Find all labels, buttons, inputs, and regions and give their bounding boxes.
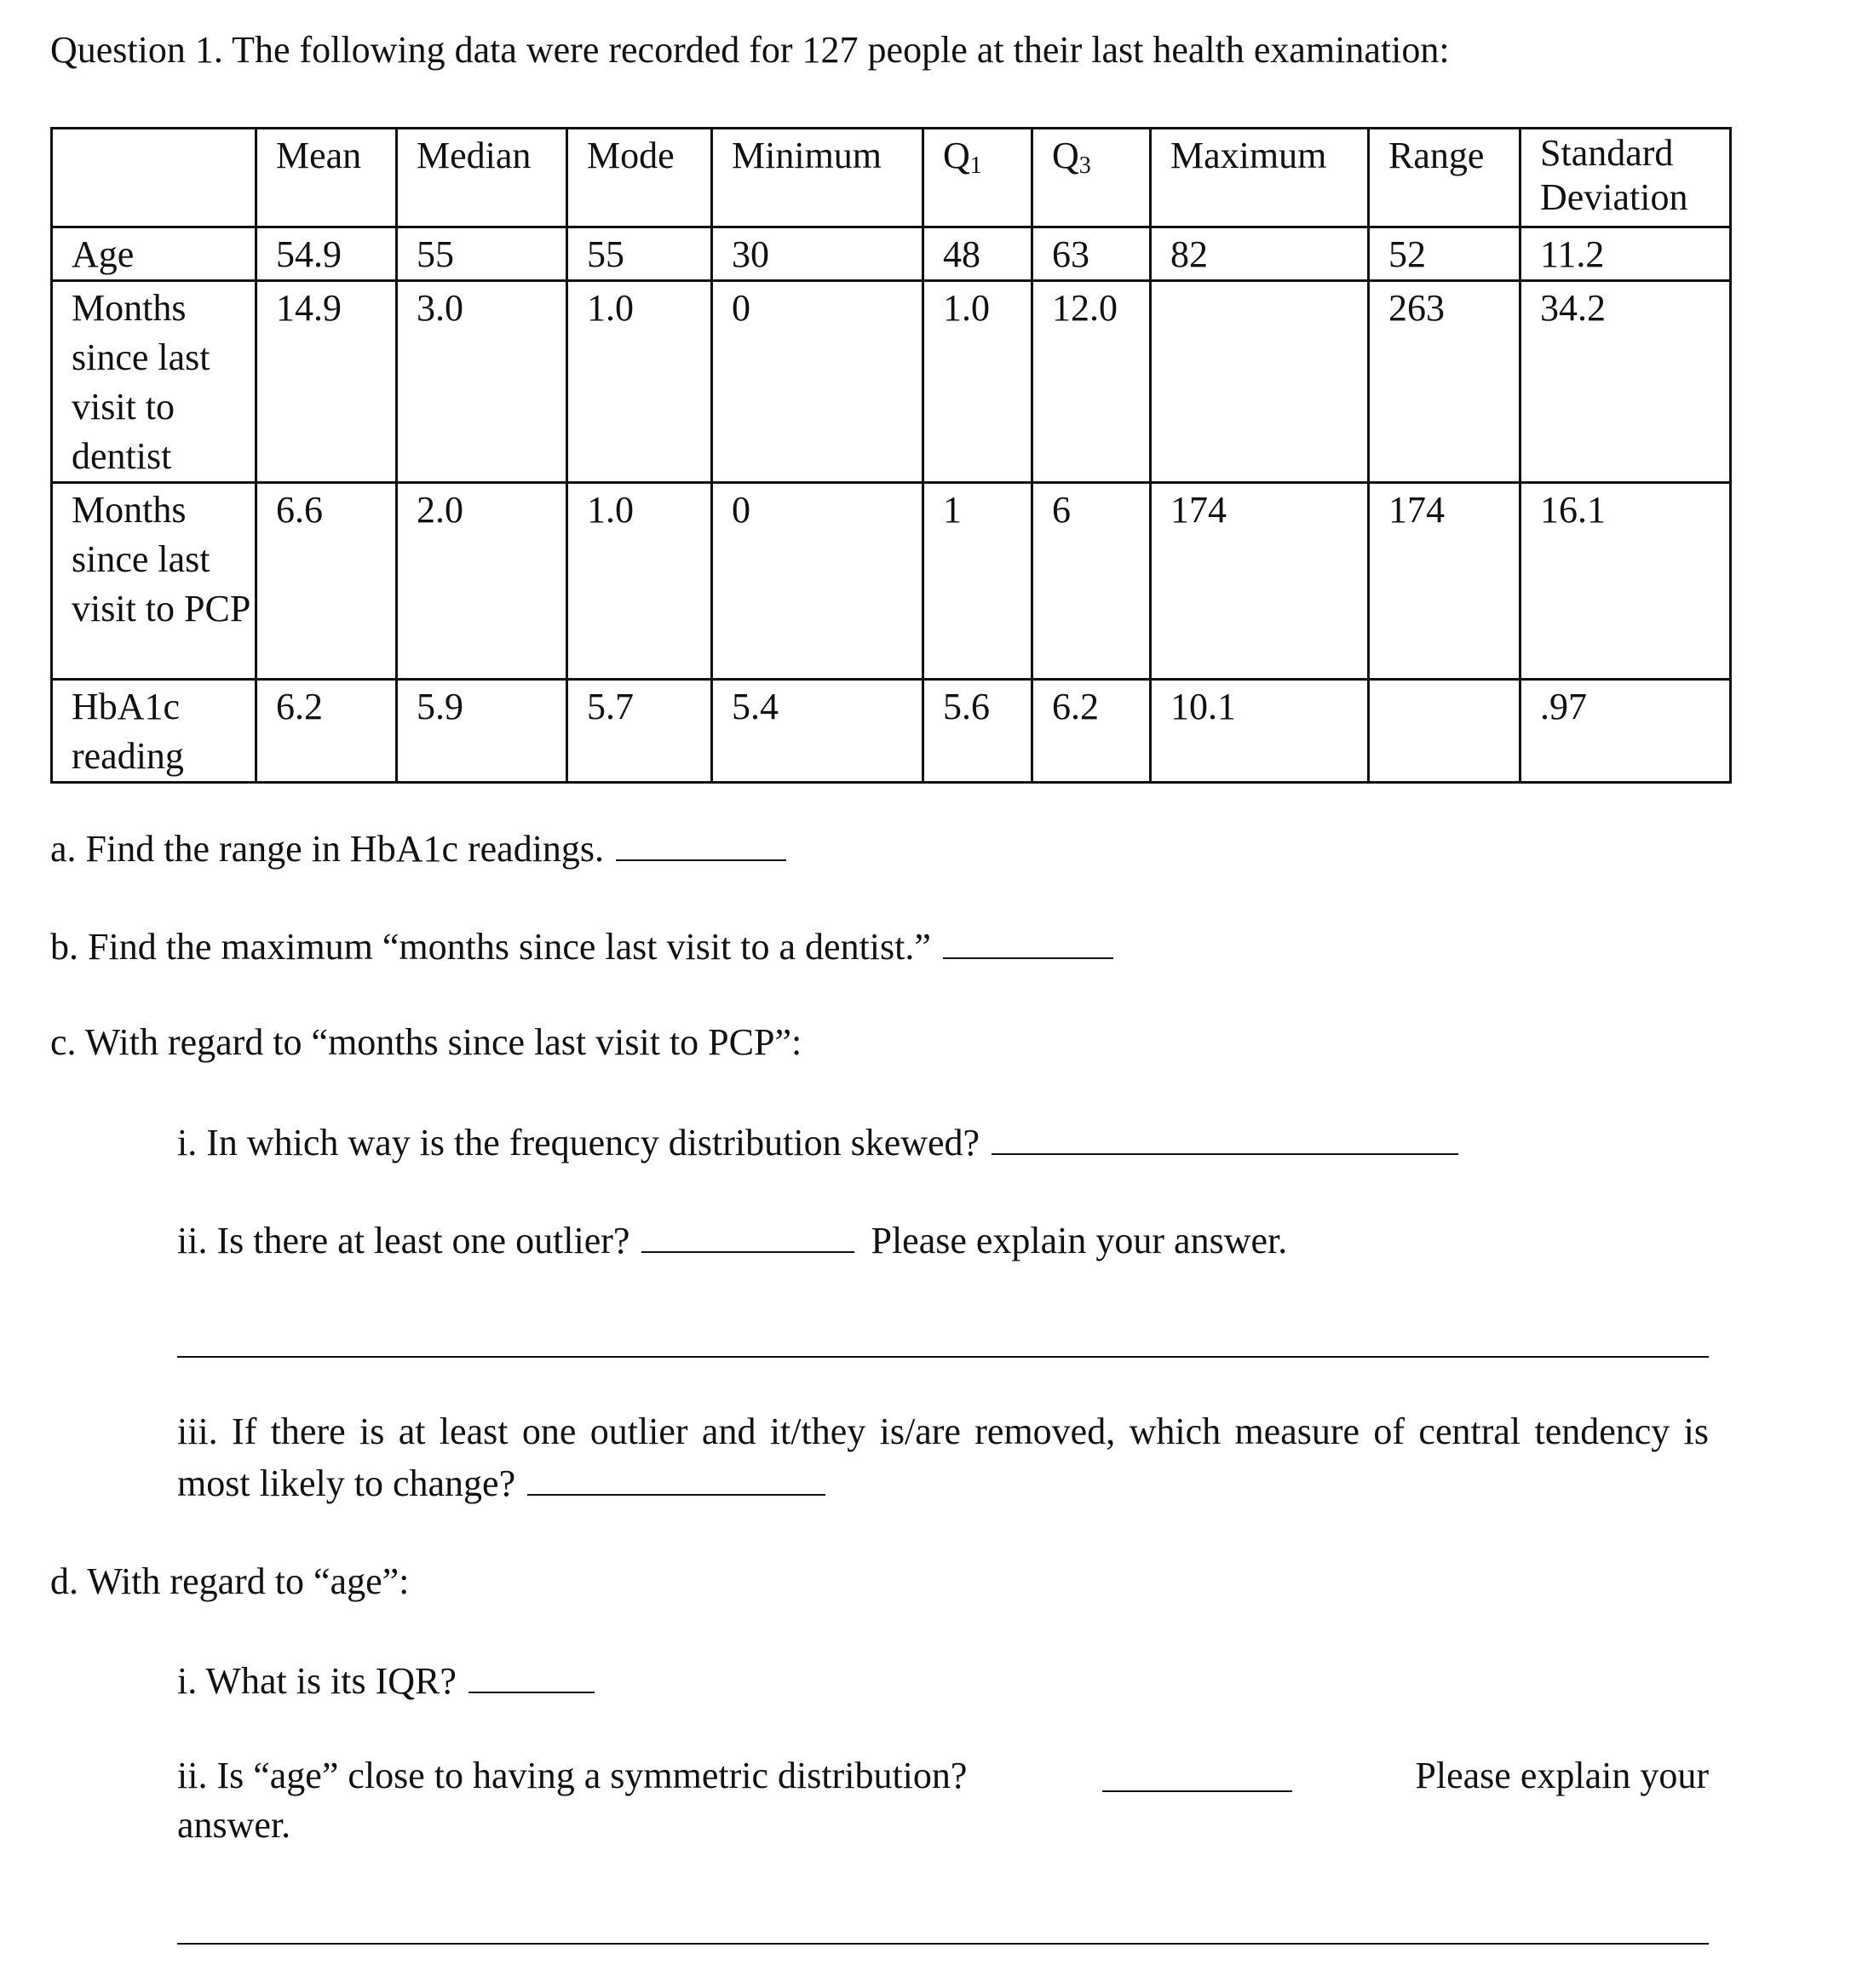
table-row bbox=[52, 483, 1731, 680]
table-cell: 1.0 bbox=[567, 483, 712, 680]
answer-a-blank[interactable] bbox=[616, 822, 786, 861]
table-cell: 2.0 bbox=[397, 483, 567, 680]
table-cell: 0 bbox=[712, 483, 923, 680]
statistics-table bbox=[50, 127, 1732, 784]
table-cell: 3.0 bbox=[397, 281, 567, 483]
question-c-i-text: i. In which way is the frequency distribution skewed? bbox=[177, 1122, 980, 1163]
answer-c-iii-blank[interactable] bbox=[527, 1457, 825, 1496]
header-cell: Mode bbox=[567, 129, 712, 227]
table-cell: 6.2 bbox=[1032, 680, 1151, 783]
question-c-i bbox=[177, 1116, 1458, 1168]
table-cell bbox=[1151, 281, 1369, 483]
table-cell: 16.1 bbox=[1520, 483, 1731, 680]
header-cell: $Q_3$ bbox=[1032, 129, 1151, 227]
row-label: Months since last visit to dentist bbox=[52, 281, 256, 483]
row-label: Months since last visit to PCP bbox=[52, 483, 256, 680]
question-d-ii-continuation: answer. bbox=[177, 1804, 291, 1846]
table-row bbox=[52, 680, 1731, 783]
table-cell: 5.4 bbox=[712, 680, 923, 783]
answer-d-i-blank[interactable] bbox=[468, 1654, 595, 1693]
answer-b-blank[interactable] bbox=[943, 920, 1113, 959]
header-cell: Median bbox=[397, 129, 567, 227]
row-label: HbA1c reading bbox=[52, 680, 256, 783]
table-cell: 1 bbox=[923, 483, 1032, 680]
table-cell: 263 bbox=[1369, 281, 1520, 483]
header-cell: $Q_1$ bbox=[923, 129, 1032, 227]
answer-c-i-blank[interactable] bbox=[992, 1116, 1458, 1155]
table-cell: 174 bbox=[1151, 483, 1369, 680]
table-cell: 5.7 bbox=[567, 680, 712, 783]
question-b bbox=[50, 920, 1113, 972]
question-c-iii-text: iii. If there is at least one outlier and it/they is/are removed, which measure of central tendency is most likely to change? bbox=[177, 1411, 1709, 1504]
question-c-ii-text: ii. Is there at least one outlier? bbox=[177, 1220, 630, 1261]
table-cell: 14.9 bbox=[256, 281, 397, 483]
table-cell: 12.0 bbox=[1032, 281, 1151, 483]
question-d-ii bbox=[177, 1751, 1709, 1801]
table-cell: 6 bbox=[1032, 483, 1151, 680]
table-cell: 54.9 bbox=[256, 227, 397, 281]
table-cell: 10.1 bbox=[1151, 680, 1369, 783]
table-cell: 82 bbox=[1151, 227, 1369, 281]
table-cell: 5.6 bbox=[923, 680, 1032, 783]
question-c-ii-explain: Please explain your answer. bbox=[871, 1220, 1288, 1261]
question-d-i-text: i. What is its IQR? bbox=[177, 1660, 457, 1702]
header-cell: Maximum bbox=[1151, 129, 1369, 227]
question-c: c. With regard to “months since last visit to PCP”: bbox=[50, 1021, 802, 1063]
table-cell bbox=[1369, 680, 1520, 783]
question-c-iii bbox=[177, 1407, 1709, 1508]
table-cell: 30 bbox=[712, 227, 923, 281]
question-d-ii-explain: Please explain your bbox=[1415, 1755, 1709, 1796]
question-c-ii bbox=[177, 1214, 1287, 1266]
question-b-text: b. Find the maximum “months since last visit to a dentist.” bbox=[50, 926, 931, 968]
table-cell: 55 bbox=[567, 227, 712, 281]
table-row bbox=[52, 227, 1731, 281]
header-cell: Range bbox=[1369, 129, 1520, 227]
answer-c-ii-blank[interactable] bbox=[641, 1214, 854, 1253]
table-cell: 6.2 bbox=[256, 680, 397, 783]
table-row bbox=[52, 281, 1731, 483]
row-label: Age bbox=[52, 227, 256, 281]
question-d: d. With regard to “age”: bbox=[50, 1560, 410, 1602]
table-cell: 5.9 bbox=[397, 680, 567, 783]
table-cell: 1.0 bbox=[923, 281, 1032, 483]
question-a-text: a. Find the range in HbA1c readings. bbox=[50, 828, 605, 870]
answer-d-ii-explain-line[interactable] bbox=[177, 1943, 1709, 1945]
question-d-i bbox=[177, 1654, 595, 1706]
table-cell: 52 bbox=[1369, 227, 1520, 281]
header-cell bbox=[52, 129, 256, 227]
question-d-ii-text: ii. Is “age” close to having a symmetric distribution? bbox=[177, 1755, 968, 1796]
header-cell: Standard Deviation bbox=[1520, 129, 1731, 227]
table-cell: 55 bbox=[397, 227, 567, 281]
table-cell: 6.6 bbox=[256, 483, 397, 680]
table-cell: 63 bbox=[1032, 227, 1151, 281]
table-header-row bbox=[52, 129, 1731, 227]
question-a bbox=[50, 822, 786, 874]
header-cell: Minimum bbox=[712, 129, 923, 227]
table-cell: 34.2 bbox=[1520, 281, 1731, 483]
table-cell: 0 bbox=[712, 281, 923, 483]
answer-d-ii-blank[interactable] bbox=[1102, 1753, 1292, 1792]
table-cell: 174 bbox=[1369, 483, 1520, 680]
table-cell: .97 bbox=[1520, 680, 1731, 783]
table-cell: 1.0 bbox=[567, 281, 712, 483]
table-cell: 48 bbox=[923, 227, 1032, 281]
table-cell: 11.2 bbox=[1520, 227, 1731, 281]
question-title: Question 1. The following data were recorded for 127 people at their last health examination: bbox=[50, 29, 1450, 71]
header-cell: Mean bbox=[256, 129, 397, 227]
answer-c-ii-explain-line[interactable] bbox=[177, 1356, 1709, 1358]
